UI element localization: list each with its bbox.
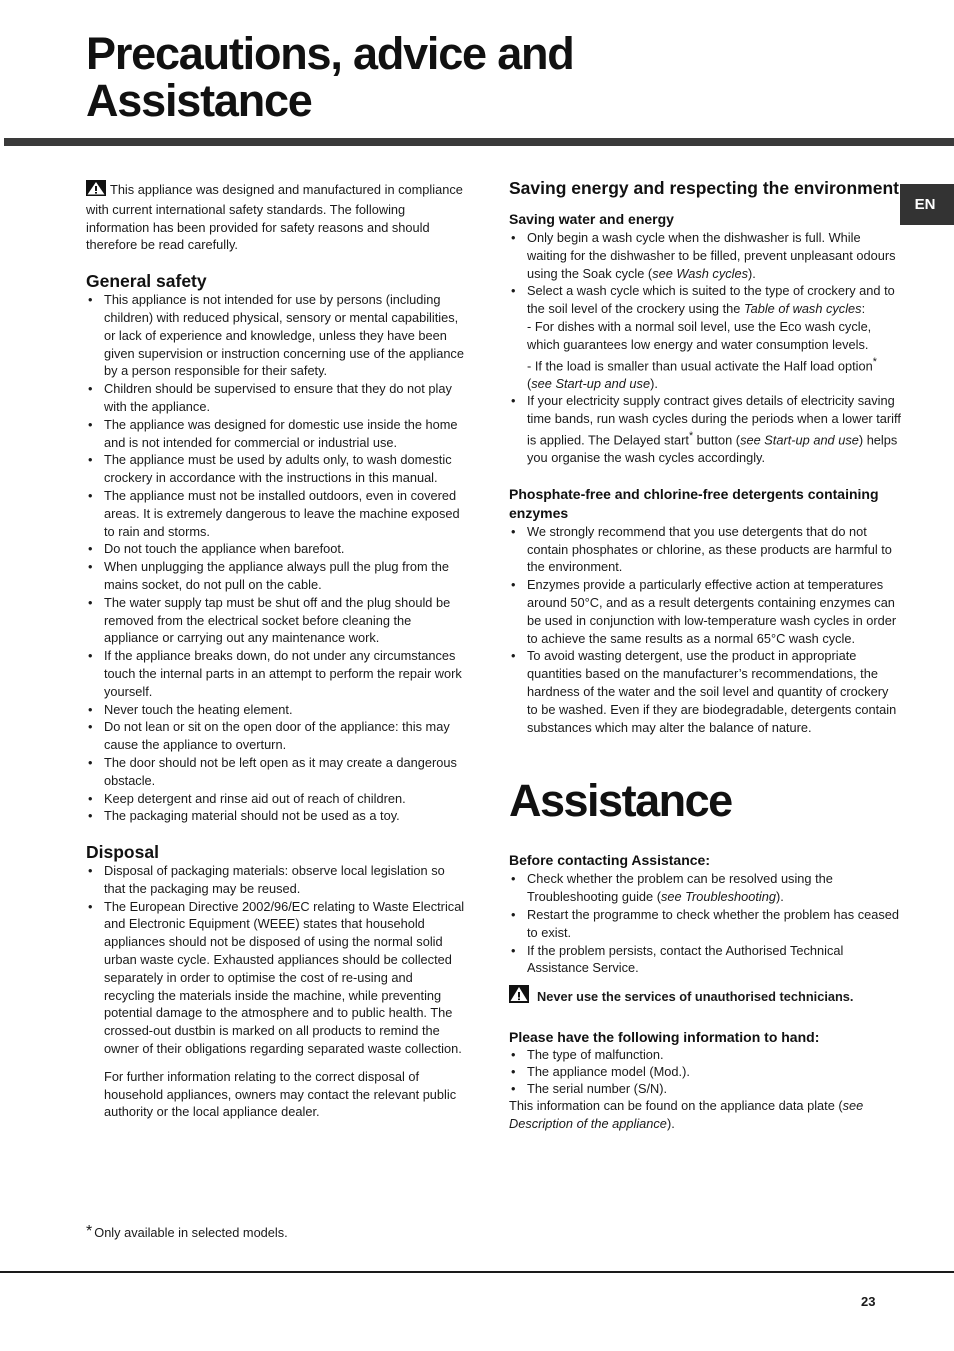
- disposal-list: [86, 862, 466, 1058]
- list-item: • The appliance must not be installed outdoors, even in covered areas. It is extremely dangerous to leave the machine exposed to rain and storms.: [86, 487, 466, 540]
- footer-divider: [0, 1271, 954, 1273]
- page-title-line1: Precautions, advice and: [86, 28, 574, 79]
- right-column: [509, 178, 902, 1133]
- sub-item: - For dishes with a normal soil level, use the Eco wash cycle, which guarantees low energy and water consumption levels.: [527, 318, 872, 352]
- item-text: ).: [666, 1116, 675, 1132]
- list-item: • Never touch the heating element.: [86, 701, 466, 719]
- item-text: This information can be found on the appliance data plate (: [509, 1098, 843, 1114]
- general-safety-list: [86, 291, 466, 825]
- list-item: • The packaging material should not be used as a toy.: [86, 807, 466, 825]
- list-item: • Do not touch the appliance when barefoot.: [86, 540, 466, 558]
- cross-reference: see Wash cycles: [652, 265, 748, 281]
- list-item: • Do not lean or sit on the open door of the appliance: this may cause the appliance to overturn.: [86, 718, 466, 754]
- saving-list: [509, 229, 902, 467]
- list-item: • The type of malfunction.: [509, 1047, 902, 1064]
- list-item: • If the problem persists, contact the Authorised Technical Assistance Service.: [509, 942, 902, 978]
- list-item: • When unplugging the appliance always pull the plug from the mains socket, do not pull on the cable.: [86, 558, 466, 594]
- footnote: [86, 1223, 288, 1241]
- item-text: (: [527, 375, 532, 391]
- technician-warning: [509, 985, 902, 1008]
- intro-text: This appliance was designed and manufactured in compliance with current international safety standards. The following information has been provided for safety reasons and should therefore be read carefully.: [86, 182, 463, 253]
- page-number: 23: [861, 1294, 876, 1309]
- general-safety-heading: General safety: [86, 271, 207, 292]
- list-item: • This appliance is not intended for use by persons (including children) with reduced physical, sensory or mental capabilities, or lack of experience and knowledge, unless they have been given supervision or instruction concerning use of the appliance by a person responsible for their safety.: [86, 291, 466, 380]
- cross-reference: see Start-up and use: [531, 375, 651, 391]
- footnote-star: *: [872, 355, 877, 368]
- info-list: [509, 1047, 902, 1097]
- list-item: [509, 870, 902, 906]
- item-text: :: [861, 301, 866, 317]
- list-item: • Children should be supervised to ensure that they do not play with the appliance.: [86, 380, 466, 416]
- closing-paragraph: [509, 1097, 902, 1133]
- item-text: ).: [747, 265, 756, 281]
- saving-water-heading: Saving water and energy: [509, 211, 674, 227]
- cross-reference: see Troubleshooting: [660, 889, 776, 905]
- list-item: • Disposal of packaging materials: observe local legislation so that the packaging may be reused.: [86, 862, 466, 898]
- item-text: Check whether the problem can be resolved using the Troubleshooting guide (: [527, 871, 833, 905]
- list-item: • We strongly recommend that you use detergents that do not contain phosphates or chlorine, as these products are harmful to the environment.: [509, 523, 902, 576]
- item-text: Select a wash cycle which is suited to the type of crockery and to the soil level of the crockery using the: [527, 283, 895, 317]
- item-text: Only begin a wash cycle when the dishwasher is full. While waiting for the dishwasher to be filled, prevent unpleasant odours using the Soak cycle (: [527, 230, 896, 281]
- warning-triangle-icon: [86, 180, 106, 201]
- list-item: [509, 229, 902, 282]
- sub-item: [527, 354, 902, 393]
- item-text: If your electricity supply contract gives details of electricity saving time bands, run wash cycles during the periods when a lower tariff is applied. The Delayed start: [527, 393, 901, 448]
- intro-paragraph: [86, 180, 466, 254]
- item-text: - If the load is smaller than usual activate the Half load option: [527, 357, 873, 373]
- list-item: • The appliance model (Mod.).: [509, 1064, 902, 1081]
- page-title: [86, 30, 574, 124]
- before-contacting-list: [509, 870, 902, 977]
- item-text: ).: [650, 375, 658, 391]
- language-tab: EN: [900, 184, 954, 225]
- disposal-note: For further information relating to the correct disposal of household appliances, owners may contact the relevant public authority or the local appliance dealer.: [104, 1068, 457, 1120]
- assistance-heading: Assistance: [509, 775, 732, 827]
- footnote-star: *: [86, 1223, 93, 1240]
- saving-heading: Saving energy and respecting the environment: [509, 178, 899, 198]
- disposal-heading: Disposal: [86, 842, 159, 863]
- detergents-list: [509, 523, 902, 737]
- list-item: [509, 282, 902, 392]
- info-heading: Please have the following information to hand:: [509, 1029, 820, 1046]
- item-text: ) helps you organise the wash cycles accordingly.: [527, 432, 898, 466]
- footnote-star: *: [688, 430, 694, 443]
- item-text: ).: [776, 889, 784, 905]
- cross-reference: Table of wash cycles: [743, 301, 862, 317]
- list-item: • The water supply tap must be shut off and the plug should be removed from the electrical socket before cleaning the appliance or carrying out any maintenance work.: [86, 594, 466, 647]
- cross-reference: see Start-up and use: [740, 432, 859, 448]
- list-item: • The appliance must be used by adults only, to wash domestic crockery in accordance with the instructions in this manual.: [86, 451, 466, 487]
- footnote-text: Only available in selected models.: [94, 1225, 288, 1240]
- list-item: • The European Directive 2002/96/EC relating to Waste Electrical and Electronic Equipment (WEEE) states that household appliances should not be disposed of using the normal solid urban waste cycle. Exhausted appliances should be collected separately in order to optimise the cost of re-using and recycling the materials inside the machine, while preventing potential damage to the atmosphere and to public health. The crossed-out dustbin is marked on all products to remind the owner of their obligations regarding separated waste collection.: [86, 898, 466, 1058]
- list-item: • The serial number (S/N).: [509, 1081, 902, 1098]
- cross-reference: see Description of the appliance: [509, 1098, 864, 1132]
- list-item: [509, 392, 902, 466]
- list-item: • If the appliance breaks down, do not under any circumstances touch the internal parts in an attempt to perform the repair work yourself.: [86, 647, 466, 700]
- warning-text: Never use the services of unauthorised technicians.: [537, 988, 854, 1004]
- title-divider-bar: [4, 138, 954, 146]
- list-item: • Restart the programme to check whether the problem has ceased to exist.: [509, 906, 902, 942]
- item-text: button (: [693, 432, 741, 448]
- before-contacting-heading: Before contacting Assistance:: [509, 852, 710, 869]
- warning-triangle-icon: [509, 985, 529, 1008]
- list-item: • Enzymes provide a particularly effective action at temperatures around 50°C, and as a result detergents containing enzymes can be used in conjunction with low-temperature wash cycles in order to achieve the same results as a normal 65°C wash cycle.: [509, 576, 902, 647]
- list-item: • Keep detergent and rinse aid out of reach of children.: [86, 790, 466, 808]
- detergents-heading: Phosphate-free and chlorine-free detergents containing enzymes: [509, 485, 879, 521]
- list-item: • The appliance was designed for domestic use inside the home and is not intended for commercial or industrial use.: [86, 416, 466, 452]
- list-item: • To avoid wasting detergent, use the product in appropriate quantities based on the manufacturer’s recommendations, the hardness of the water and the soil level and quantity of crockery to be washed. Even if they are biodegradable, detergents contain substances which may alter the balance of nature.: [509, 647, 902, 736]
- left-column: [86, 180, 466, 1121]
- list-item: • The door should not be left open as it may create a dangerous obstacle.: [86, 754, 466, 790]
- page-title-line2: Assistance: [86, 75, 312, 126]
